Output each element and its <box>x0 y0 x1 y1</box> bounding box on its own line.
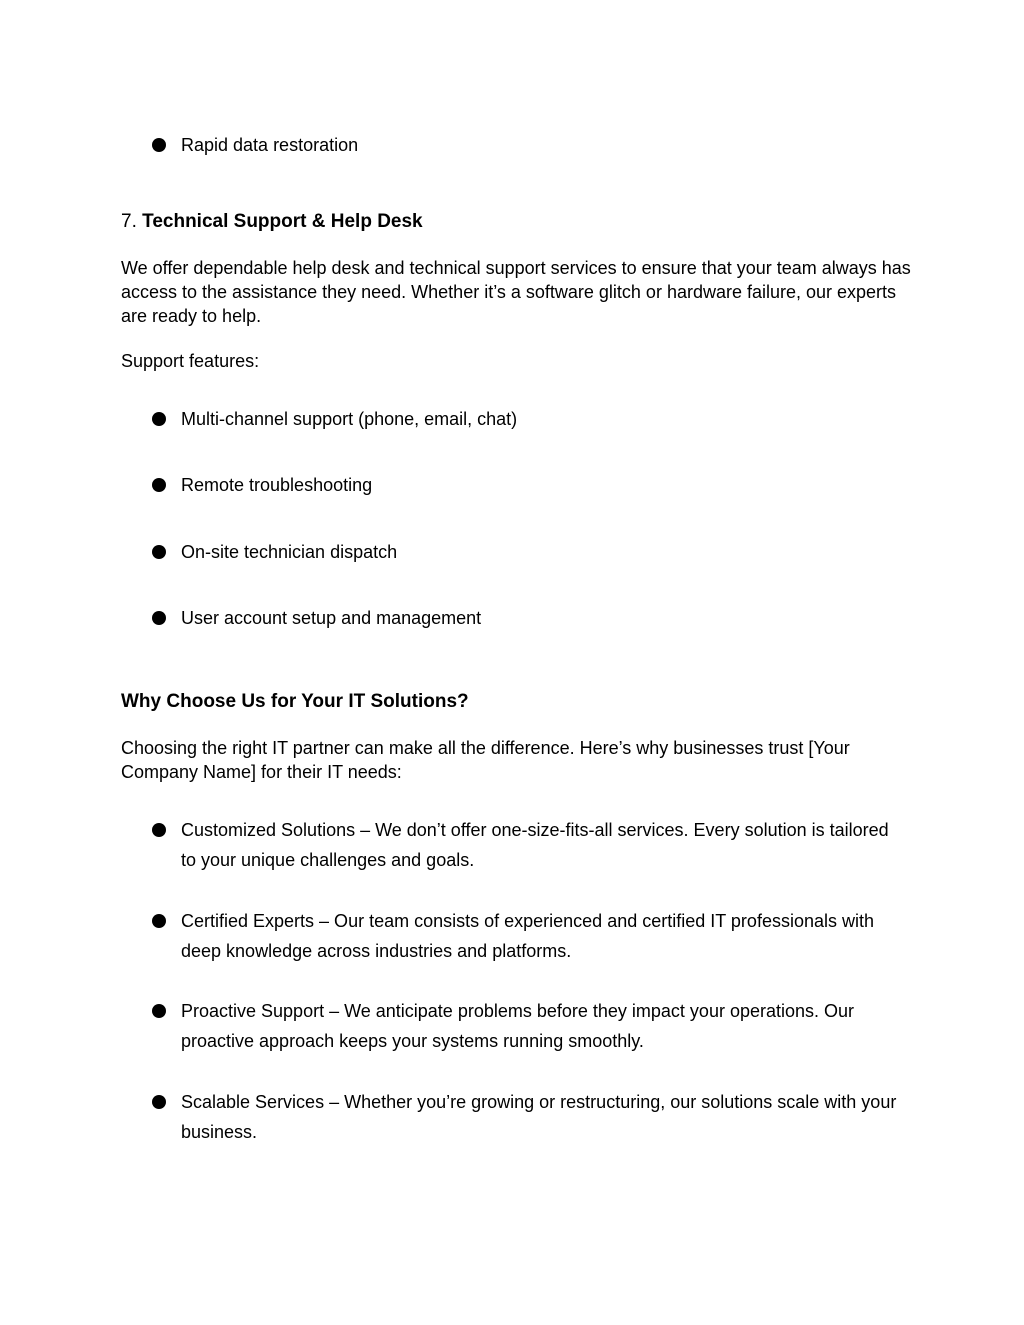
section-title: Technical Support & Help Desk <box>142 211 423 232</box>
section-intro: Choosing the right IT partner can make all the difference. Here’s why businesses trust [Your Company Name] for their IT needs: <box>121 738 850 782</box>
list-item-text: Certified Experts – Our team consists of experienced and certified IT professionals with deep knowledge across industries and platforms. <box>181 911 874 961</box>
bullet-icon <box>152 823 166 837</box>
list-item-text: Proactive Support – We anticipate problems before they impact your operations. Our proactive approach keeps your systems running smoothly. <box>181 1001 855 1051</box>
bullet-icon <box>152 611 166 625</box>
list-item-text: On-site technician dispatch <box>181 542 398 562</box>
section-heading <box>121 211 423 233</box>
section-title: Why Choose Us for Your IT Solutions? <box>121 691 469 712</box>
section-intro: We offer dependable help desk and technical support services to ensure that your team always has access to the assistance they need. Whether it’s a software glitch or hardware failure, our experts are ready to help. <box>121 258 911 326</box>
bullet-icon <box>152 914 166 928</box>
section-number: 7. <box>121 211 137 232</box>
list-item-text: Remote troubleshooting <box>181 475 373 495</box>
list-item-text: User account setup and management <box>181 608 482 628</box>
list-item-text: Customized Solutions – We don’t offer one-size-fits-all services. Every solution is tailored to your unique challenges and goals. <box>181 820 889 870</box>
list-item-text: Multi-channel support (phone, email, chat) <box>181 409 518 429</box>
bullet-icon <box>152 138 166 152</box>
features-label: Support features: <box>121 351 260 371</box>
bullet-icon <box>152 478 166 492</box>
bullet-icon <box>152 412 166 426</box>
list-item-text: Scalable Services – Whether you’re growing or restructuring, our solutions scale with your business. <box>181 1092 897 1142</box>
bullet-icon <box>152 1095 166 1109</box>
section-heading <box>121 691 469 713</box>
bullet-icon <box>152 1004 166 1018</box>
bullet-icon <box>152 545 166 559</box>
list-item-text: Rapid data restoration <box>181 135 359 155</box>
